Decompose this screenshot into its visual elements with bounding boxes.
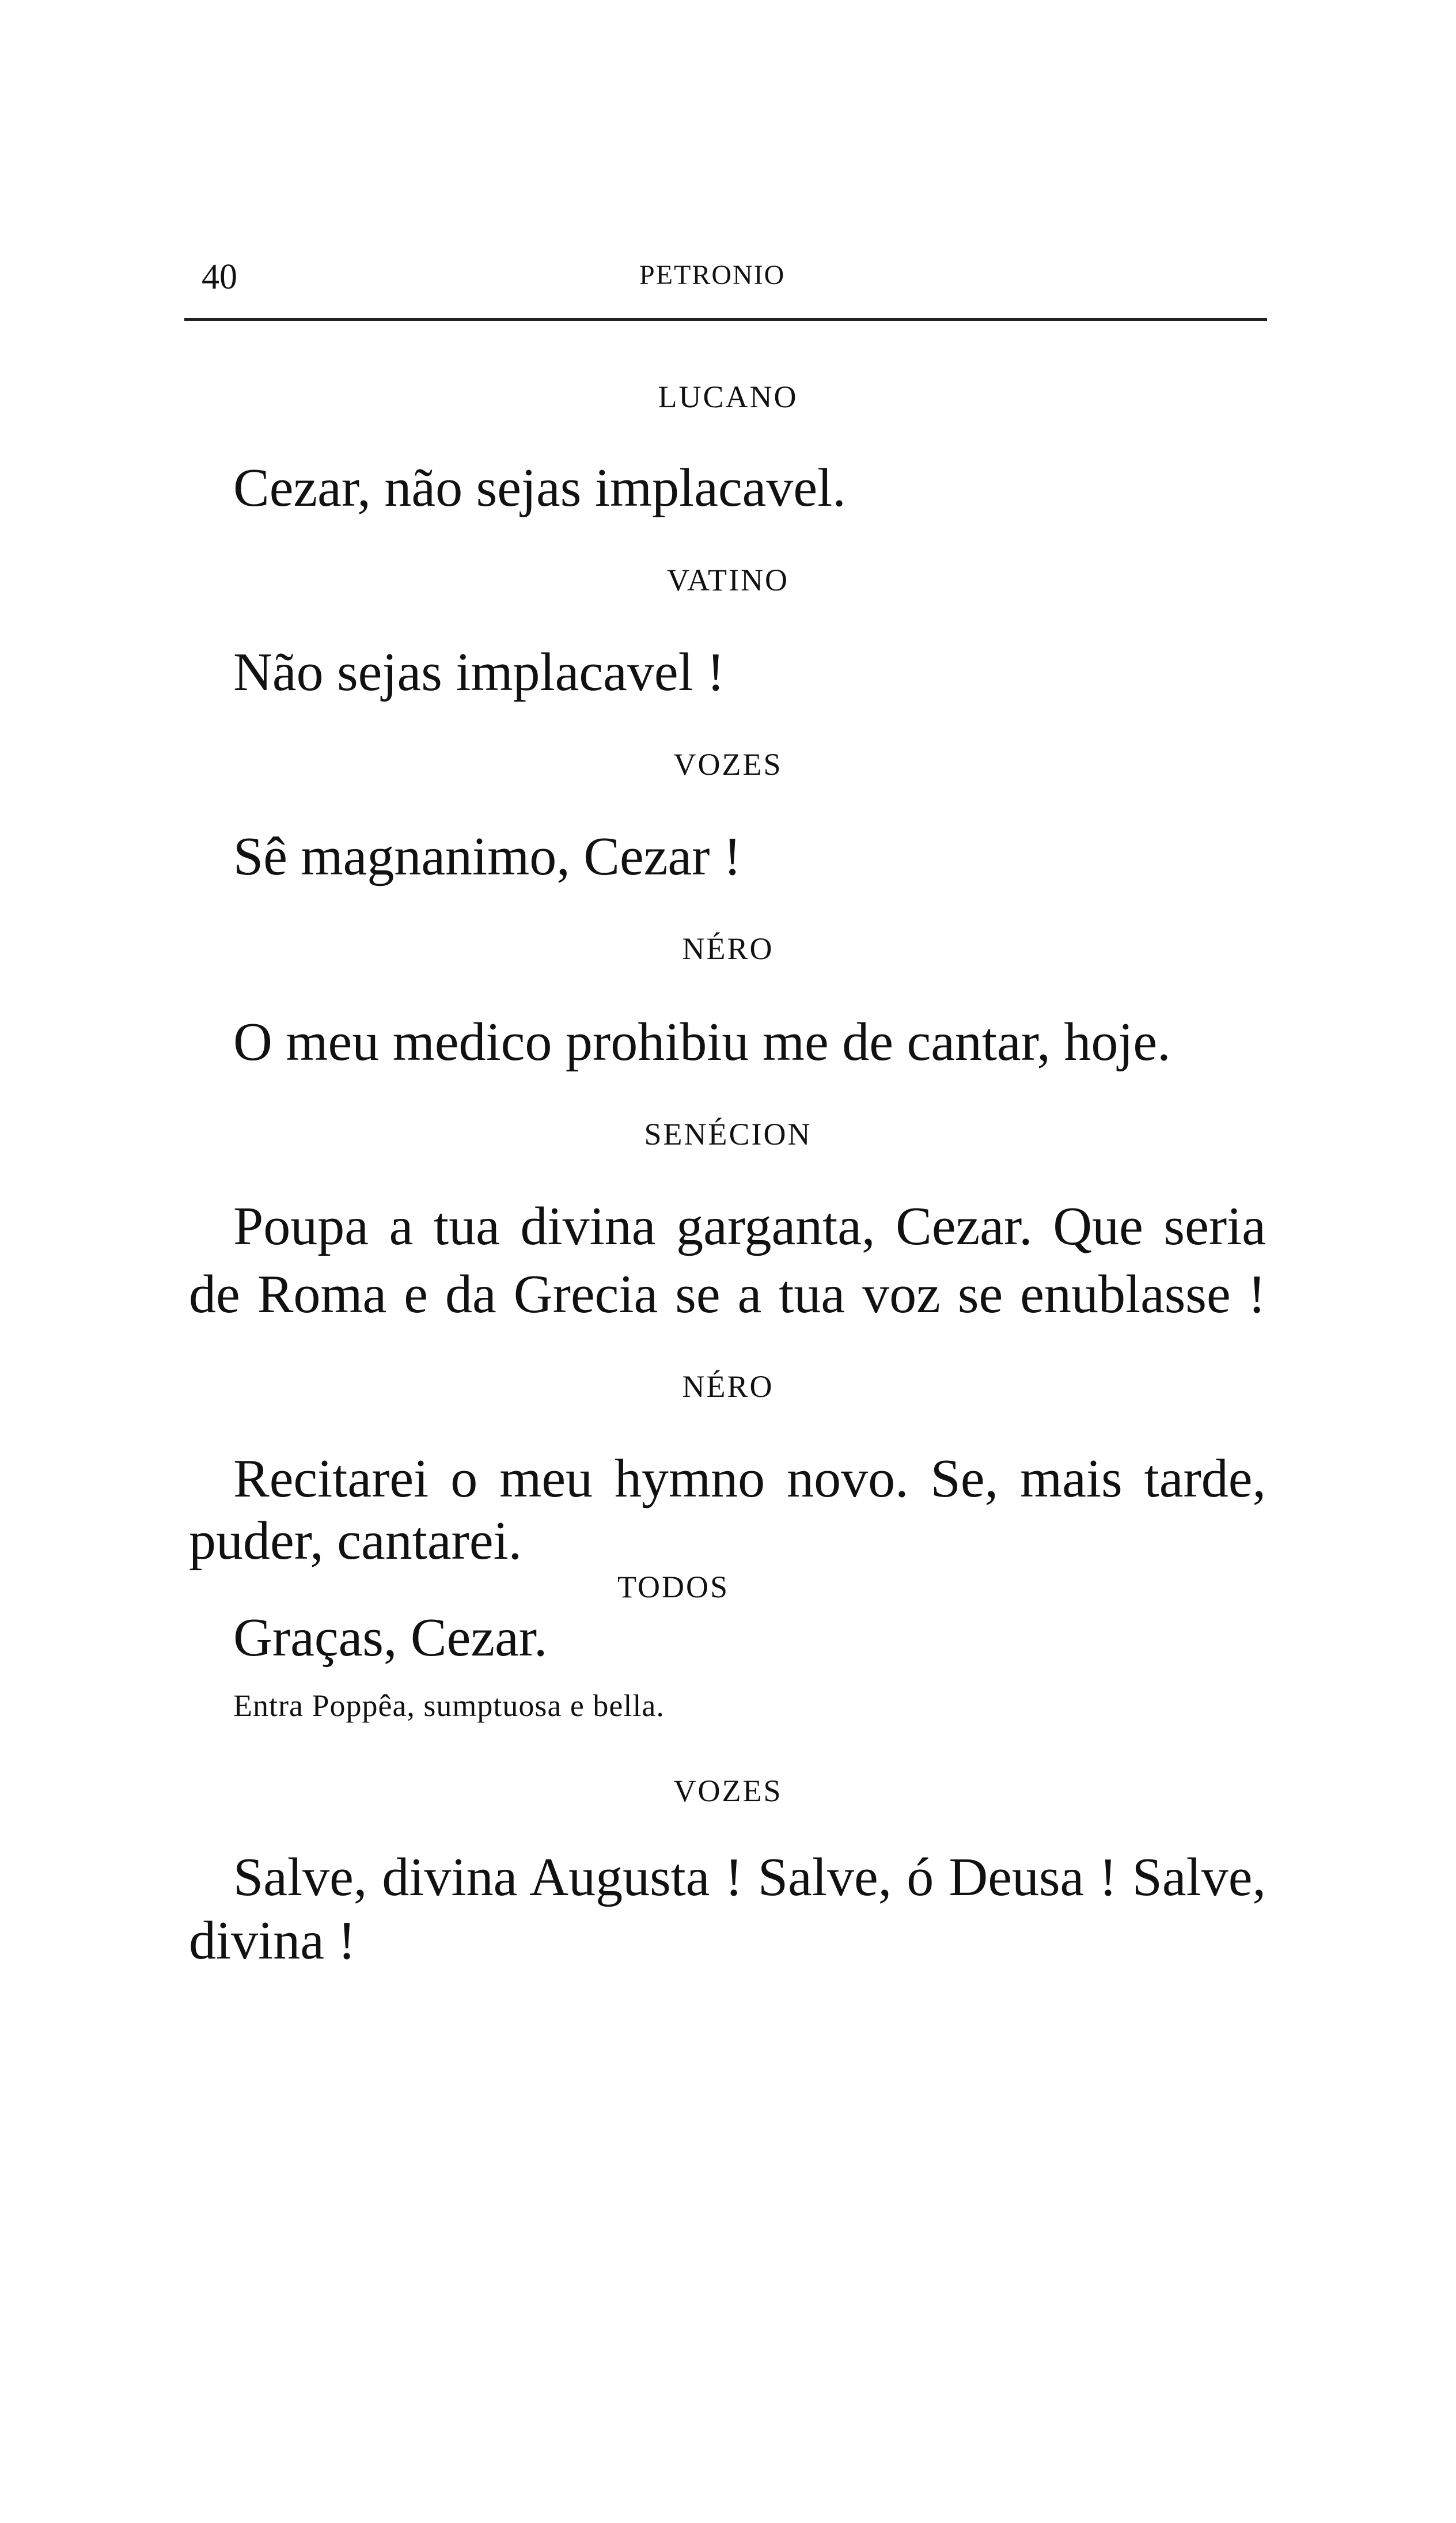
stage-direction: Entra Poppêa, sumptuosa e bella. bbox=[233, 1688, 665, 1723]
header-rule bbox=[184, 318, 1267, 321]
running-title: PETRONIO bbox=[639, 260, 786, 290]
speaker-name: VATINO bbox=[666, 563, 789, 597]
dialogue-line: Cezar, não sejas implacavel. bbox=[233, 458, 846, 518]
speaker-name: NÉRO bbox=[682, 931, 774, 966]
speaker-name: LUCANO bbox=[658, 380, 798, 414]
dialogue-line: Salve, divina Augusta ! Salve, ó Deusa ! Salve, bbox=[233, 1847, 1266, 1907]
speaker-name: SENÉCION bbox=[644, 1117, 812, 1151]
speaker-name: VOZES bbox=[673, 747, 783, 782]
speaker-name: VOZES bbox=[673, 1774, 783, 1808]
dialogue-line: O meu medico prohibiu me de cantar, hoje. bbox=[233, 1012, 1171, 1072]
dialogue-line: Sê magnanimo, Cezar ! bbox=[233, 827, 742, 887]
dialogue-line: divina ! bbox=[189, 1911, 356, 1971]
page-number: 40 bbox=[202, 257, 237, 297]
dialogue-line: Recitarei o meu hymno novo. Se, mais tarde, bbox=[233, 1449, 1266, 1509]
dialogue-line: de Roma e da Grecia se a tua voz se enublasse ! bbox=[189, 1264, 1266, 1324]
dialogue-line: puder, cantarei. bbox=[189, 1511, 522, 1571]
speaker-name: NÉRO bbox=[682, 1369, 774, 1404]
dialogue-line: Graças, Cezar. bbox=[233, 1608, 548, 1668]
dialogue-line: Não sejas implacavel ! bbox=[233, 642, 725, 702]
dialogue-line: Poupa a tua divina garganta, Cezar. Que seria bbox=[233, 1196, 1266, 1256]
speaker-name: TODOS bbox=[617, 1570, 730, 1604]
page-header bbox=[184, 253, 1267, 300]
